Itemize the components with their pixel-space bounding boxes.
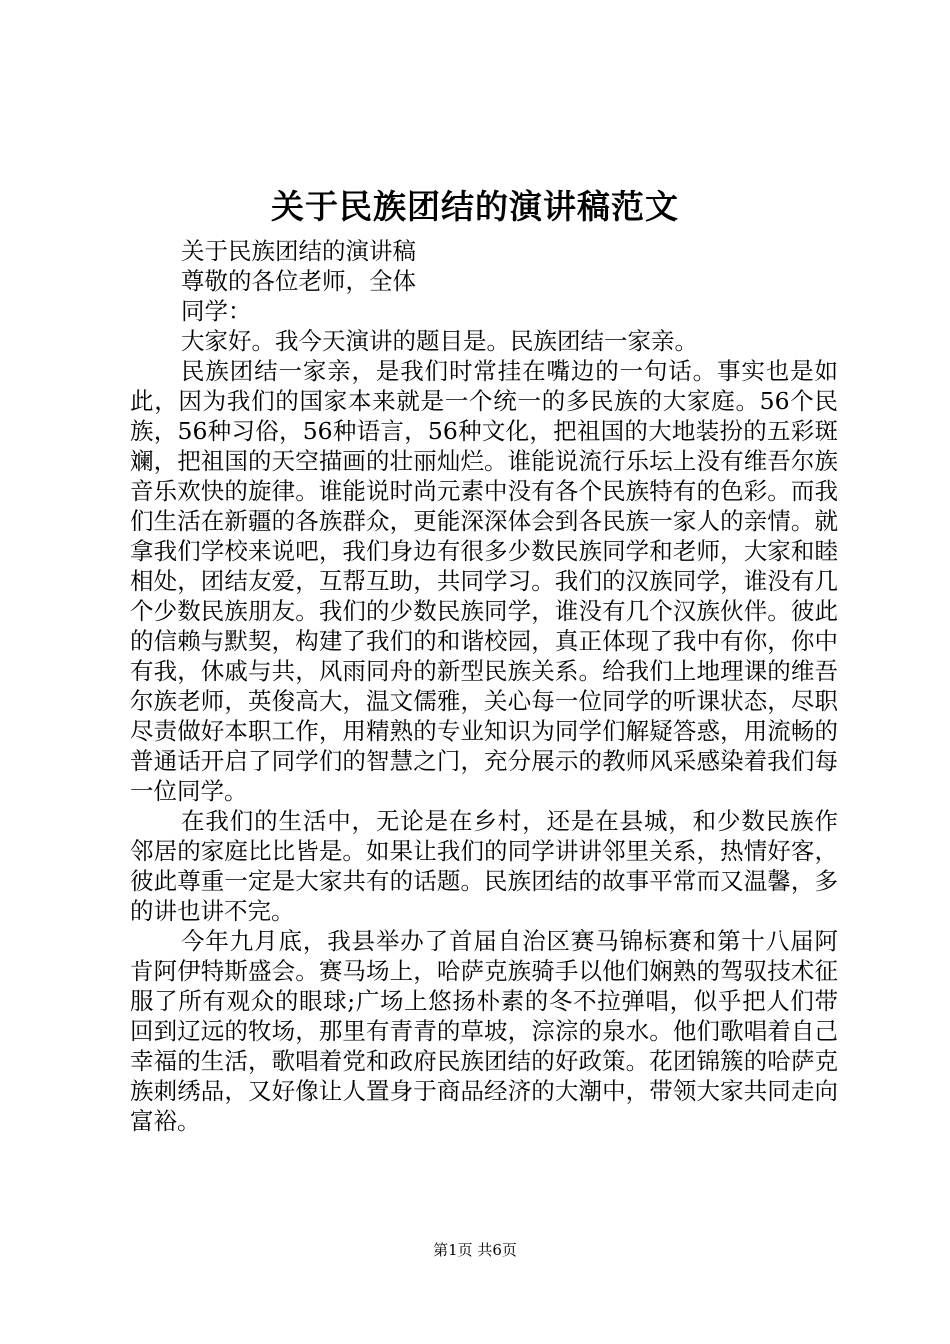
- heading-line: 关于民族团结的演讲稿: [181, 237, 416, 265]
- page-indicator: 第1页 共6页: [433, 1241, 517, 1259]
- paragraph-3: 今年九月底，我县举办了首届自治区赛马锦标赛和第十八届阿肯阿伊特斯盛会。赛马场上，哈萨克族骑手以他们娴熟的驾驭技术征服了所有观众的眼球;广场上悠扬朴素的冬不拉弹唱，似乎把人们带回到辽远的牧场，那里有青青的草坡，淙淙的泉水。他们歌唱着自己幸福的生活，歌唱着党和政府民族团结的好政策。花团锦簇的哈萨克族刺绣品，又好像让人置身于商品经济的大潮中，带领大家共同走向富裕。: [130, 927, 838, 1135]
- document-title: 关于民族团结的演讲稿范文: [271, 187, 679, 226]
- document-body: [130, 236, 838, 1136]
- salutation-line-2: 同学：: [181, 297, 252, 325]
- opening-line: 大家好。我今天演讲的题目是。民族团结一家亲。: [181, 327, 698, 355]
- salutation-line-1: 尊敬的各位老师，全体: [181, 267, 416, 295]
- paragraph-2: 在我们的生活中，无论是在乡村，还是在县城，和少数民族作邻居的家庭比比皆是。如果让我们的同学讲讲邻里关系，热情好客，彼此尊重一定是大家共有的话题。民族团结的故事平常而又温馨，多的讲也讲不完。: [130, 807, 838, 925]
- paragraph-1: 民族团结一家亲，是我们时常挂在嘴边的一句话。事实也是如此，因为我们的国家本来就是一个统一的多民族的大家庭。56个民族，56种习俗，56种语言，56种文化，把祖国的大地装扮的五彩斑斓，把祖国的天空描画的壮丽灿烂。谁能说流行乐坛上没有维吾尔族音乐欢快的旋律。谁能说时尚元素中没有各个民族特有的色彩。而我们生活在新疆的各族群众，更能深深体会到各民族一家人的亲情。就拿我们学校来说吧，我们身边有很多少数民族同学和老师，大家和睦相处，团结友爱，互帮互助，共同学习。我们的汉族同学，谁没有几个少数民族朋友。我们的少数民族同学，谁没有几个汉族伙伴。彼此的信赖与默契，构建了我们的和谐校园，真正体现了我中有你，你中有我，休戚与共，风雨同舟的新型民族关系。给我们上地理课的维吾尔族老师，英俊高大，温文儒雅，关心每一位同学的听课状态，尽职尽责做好本职工作，用精熟的专业知识为同学们解疑答惑，用流畅的普通话开启了同学们的智慧之门，充分展示的教师风采感染着我们每一位同学。: [130, 357, 838, 805]
